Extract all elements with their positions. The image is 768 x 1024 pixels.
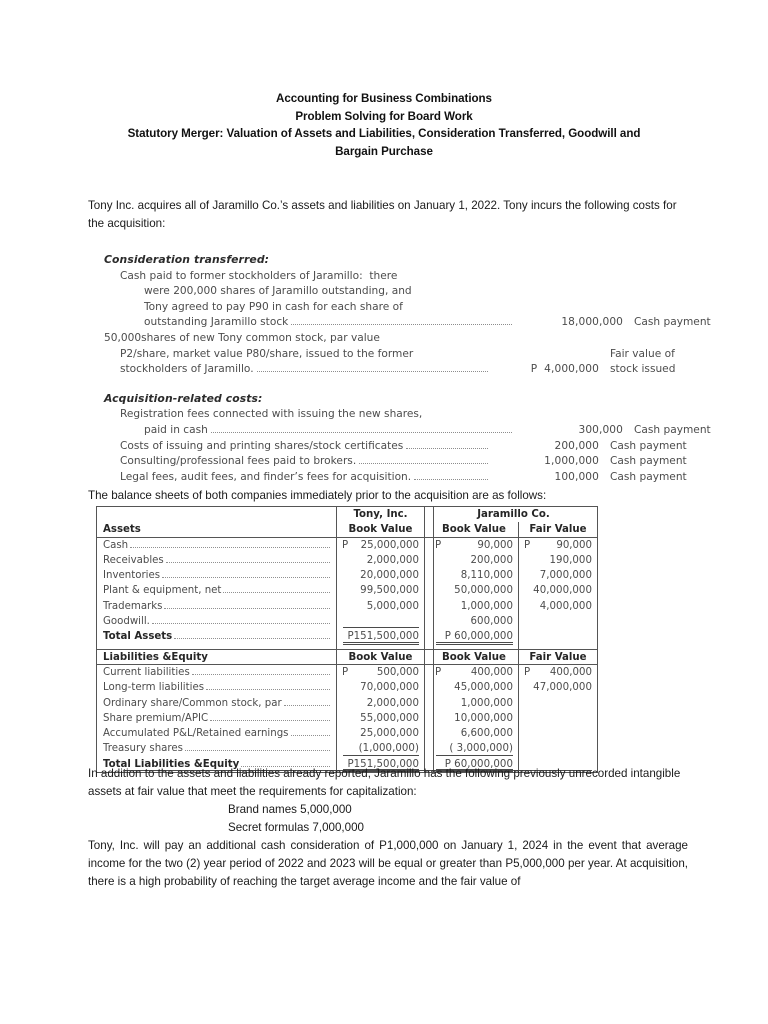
cell-jar-book <box>430 665 518 680</box>
title-line-3: Statutory Merger: Valuation of Assets and Liabilities, Consideration Transferred, Goodwill and <box>127 127 641 140</box>
cell-tony-book: 5,000,000 <box>336 599 424 614</box>
peso-sign: P <box>342 666 349 678</box>
leader-dots <box>185 749 330 751</box>
acq-cost-3-text: Consulting/professional fees paid to brokers. <box>120 455 357 468</box>
peso-sign: P <box>524 666 531 678</box>
cell-total-jar-book: P 60,000,000 <box>430 757 518 772</box>
cell-jar-fair <box>518 741 597 756</box>
table-row <box>97 538 336 553</box>
cell-total-tony-book: P151,500,000 <box>336 757 424 772</box>
intangibles-intro-paragraph: In addition to the assets and liabilities already reported, Jaramillo has the following previously unrecorded intangible assets at fair value that meet the requirements for capitalization: <box>88 767 681 798</box>
leader-dots <box>210 719 330 721</box>
cell-tony-book: 2,000,000 <box>336 696 424 711</box>
total-assets-row <box>97 629 336 644</box>
cell-tony-book <box>336 614 424 629</box>
cell-total-tony-book: P151,500,000 <box>336 629 424 644</box>
cell-jar-book: 1,000,000 <box>460 600 513 612</box>
row-label-plant-equipment: Plant & equipment, net <box>103 585 222 597</box>
row-label-treasury-shares: Treasury shares <box>103 743 183 755</box>
assets-col-jar-book: Book Value <box>430 522 518 537</box>
leader-dots <box>206 688 330 690</box>
leader-dots <box>359 462 488 464</box>
row-label-total-assets: Total Assets <box>103 631 173 643</box>
company-header-jaramillo: Jaramillo Co. <box>477 509 550 520</box>
consideration-item-1-text-1: Cash paid to former stockholders of Jaramillo: there <box>120 269 398 282</box>
leader-dots <box>192 673 330 675</box>
cell-jar-book <box>430 538 518 553</box>
acq-cost-2-note: Cash payment <box>610 439 687 452</box>
assets-col-jar-fair: Fair Value <box>518 522 597 537</box>
cell-jar-book: 6,600,000 <box>460 728 513 740</box>
cell-jar-fair: 47,000,000 <box>518 680 597 695</box>
contingent-consideration-paragraph: Tony, Inc. will pay an additional cash consideration of P1,000,000 on January 1, 2024 in the event that average income for the two (2) year period of 2022 and 2023 will be equal or greater than P5,000,000 per year. At acquisition, there is a high probability of reaching the target average income and the fair value of <box>88 839 688 888</box>
leader-dots <box>166 561 330 563</box>
consideration-item-1-line-4 <box>96 315 744 331</box>
peso-sign: P <box>435 666 442 678</box>
peso-sign: P <box>435 539 442 551</box>
peso-sign: P <box>524 539 531 551</box>
intangible-brand-names: Brand names 5,000,000 <box>228 803 352 816</box>
leader-dots <box>291 323 512 325</box>
leader-dots <box>414 478 488 480</box>
acq-cost-2-row <box>96 439 720 455</box>
acq-cost-4-text: Legal fees, audit fees, and finder’s fees for acquisition. <box>120 470 412 483</box>
value: 400,000 <box>470 666 513 678</box>
cell-jar-book: 50,000,000 <box>454 585 513 597</box>
company-header-tony: Tony, Inc. <box>336 507 424 522</box>
liab-col-tony-book: Book Value <box>336 650 424 665</box>
acq-cost-2-text: Costs of issuing and printing shares/stock certificates <box>120 439 404 452</box>
table-row <box>97 665 336 680</box>
acq-cost-3-row <box>96 454 720 470</box>
cell-tony-book: 99,500,000 <box>336 583 424 598</box>
balance-sheet-lead-in: The balance sheets of both companies immediately prior to the acquisition are as follows: <box>88 489 547 502</box>
section-gap <box>96 378 696 391</box>
value: 25,000,000 <box>360 539 419 551</box>
title-line-2: Problem Solving for Board Work <box>295 109 473 123</box>
cell-tony-book: 55,000,000 <box>336 711 424 726</box>
value: 90,000 <box>556 539 592 551</box>
row-label-cash: Cash <box>103 539 129 551</box>
balance-sheet-table <box>96 506 598 773</box>
cell-jar-book: 1,000,000 <box>460 697 513 709</box>
cell-tony-book <box>336 538 424 553</box>
table-row <box>97 680 336 695</box>
liabilities-section-label: Liabilities &Equity <box>97 650 336 665</box>
consideration-item-1-note: Cash payment <box>634 316 711 329</box>
peso-sign: P <box>342 539 349 551</box>
consideration-item-1-text-3: Tony agreed to pay P90 in cash for each share of <box>144 300 403 313</box>
value: 400,000 <box>549 666 592 678</box>
cell-jar-fair <box>518 726 597 741</box>
row-label-receivables: Receivables <box>103 554 164 566</box>
cell-tony-book: 25,000,000 <box>336 726 424 741</box>
value: 90,000 <box>477 539 513 551</box>
table-row <box>97 599 336 614</box>
cell-jar-fair <box>518 614 597 629</box>
cell-jar-fair <box>518 711 597 726</box>
row-label-ordinary-share: Ordinary share/Common stock, par <box>103 697 282 709</box>
value: 500,000 <box>376 666 419 678</box>
cell-jar-fair: 40,000,000 <box>518 583 597 598</box>
row-label-total-liabilities: Total Liabilities &Equity <box>103 758 240 770</box>
consideration-item-1-line-1 <box>96 269 720 285</box>
consideration-item-2-amount: P 4,000,000 <box>530 363 599 376</box>
closing-text-block <box>88 765 688 891</box>
table-row <box>97 711 336 726</box>
leader-dots <box>152 622 330 624</box>
cell-jar-fair <box>518 538 597 553</box>
consideration-item-2-line-1 <box>96 331 704 347</box>
acq-cost-1-line-1 <box>96 407 720 423</box>
leader-dots <box>257 370 488 372</box>
table-row <box>97 553 336 568</box>
acquisition-related-costs-heading: Acquisition-related costs: <box>104 391 263 405</box>
cell-jar-fair: 7,000,000 <box>518 568 597 583</box>
cell-tony-book: 70,000,000 <box>336 680 424 695</box>
cell-jar-book: 600,000 <box>430 614 518 629</box>
consideration-item-1-amount: 18,000,000 <box>561 316 623 329</box>
acq-cost-4-note: Cash payment <box>610 470 687 483</box>
leader-dots <box>211 431 512 433</box>
acq-cost-2-amount: 200,000 <box>554 439 599 452</box>
consideration-item-2-text-1: 50,000shares of new Tony common stock, par value <box>104 331 380 344</box>
consideration-item-1-text-4: outstanding Jaramillo stock <box>144 316 289 329</box>
leader-dots <box>223 591 330 593</box>
table-row <box>97 726 336 741</box>
cell-jar-fair: 190,000 <box>518 553 597 568</box>
table-row <box>97 568 336 583</box>
assets-col-tony-book: Book Value <box>336 522 424 537</box>
balance-sheet-grid <box>97 507 597 772</box>
row-label-accumulated-pl: Accumulated P&L/Retained earnings <box>103 728 289 740</box>
cell-jar-fair: 4,000,000 <box>518 599 597 614</box>
row-label-current-liabilities: Current liabilities <box>103 666 190 678</box>
title-line-4: Bargain Purchase <box>335 144 433 158</box>
row-label-goodwill: Goodwill. <box>103 616 150 628</box>
intangible-secret-formulas: Secret formulas 7,000,000 <box>228 821 364 834</box>
row-label-long-term-liabilities: Long-term liabilities <box>103 682 205 694</box>
row-label-trademarks: Trademarks <box>103 600 163 612</box>
liab-col-jar-fair: Fair Value <box>518 650 597 665</box>
acquisition-cost-scan-block <box>96 252 711 485</box>
acq-cost-3-amount: 1,000,000 <box>544 455 599 468</box>
consideration-item-2-text-2: P2/share, market value P80/share, issued to the former <box>120 347 414 360</box>
cell-jar-book: 8,110,000 <box>460 570 513 582</box>
acq-cost-4-row <box>96 470 720 486</box>
leader-dots <box>162 576 330 578</box>
corner-blank-cell <box>97 507 336 522</box>
intro-paragraph: Tony Inc. acquires all of Jaramillo Co.’s assets and liabilities on January 1, 2022. Tony incurs the following costs for the acquisition: <box>88 199 677 230</box>
cell-total-jar-book: P 60,000,000 <box>430 629 518 644</box>
assets-section-label: Assets <box>97 522 336 537</box>
consideration-item-1-line-3 <box>96 300 744 316</box>
liab-col-jar-book: Book Value <box>430 650 518 665</box>
row-label-share-premium: Share premium/APIC <box>103 712 209 724</box>
cell-jar-book: 200,000 <box>470 554 513 566</box>
acq-cost-4-amount: 100,000 <box>554 470 599 483</box>
consideration-item-2-line-2 <box>96 347 720 363</box>
acq-cost-1-text-1: Registration fees connected with issuing the new shares, <box>120 408 423 421</box>
acq-cost-1-text-2: paid in cash <box>144 423 208 436</box>
acq-cost-1-amount: 300,000 <box>578 423 623 436</box>
cell-total-jar-fair <box>518 629 597 644</box>
acq-cost-1-note: Cash payment <box>634 423 711 436</box>
table-row <box>97 614 336 629</box>
page-title <box>96 90 672 160</box>
consideration-transferred-heading: Consideration transferred: <box>104 253 270 266</box>
leader-dots <box>174 637 330 639</box>
leader-dots <box>406 447 488 449</box>
acq-cost-1-line-2 <box>96 423 744 439</box>
cell-tony-book: 2,000,000 <box>336 553 424 568</box>
cell-jar-book: ( 3,000,000) <box>430 741 518 756</box>
cell-jar-fair <box>518 696 597 711</box>
leader-dots <box>291 734 331 736</box>
table-row <box>97 741 336 756</box>
acq-cost-3-note: Cash payment <box>610 455 687 468</box>
title-line-1: Accounting for Business Combinations <box>276 92 492 105</box>
cell-tony-book <box>336 665 424 680</box>
cell-jar-book: 10,000,000 <box>454 712 513 724</box>
cell-tony-book: 20,000,000 <box>336 568 424 583</box>
consideration-item-2-line-3 <box>96 362 720 378</box>
consideration-item-1-line-2 <box>96 284 744 300</box>
cell-tony-book: (1,000,000) <box>336 741 424 756</box>
row-label-inventories: Inventories <box>103 570 161 582</box>
consideration-item-1-text-2: were 200,000 shares of Jaramillo outstanding, and <box>144 285 412 298</box>
consideration-item-2-note-top: Fair value of <box>610 347 675 360</box>
cell-jar-book: 45,000,000 <box>454 682 513 694</box>
table-row <box>97 583 336 598</box>
leader-dots <box>164 607 330 609</box>
leader-dots <box>130 546 330 548</box>
leader-dots <box>284 704 330 706</box>
cell-jar-fair <box>518 665 597 680</box>
table-row <box>97 696 336 711</box>
consideration-item-2-note: stock issued <box>610 363 676 376</box>
consideration-item-2-text-3: stockholders of Jaramillo. <box>120 363 254 376</box>
